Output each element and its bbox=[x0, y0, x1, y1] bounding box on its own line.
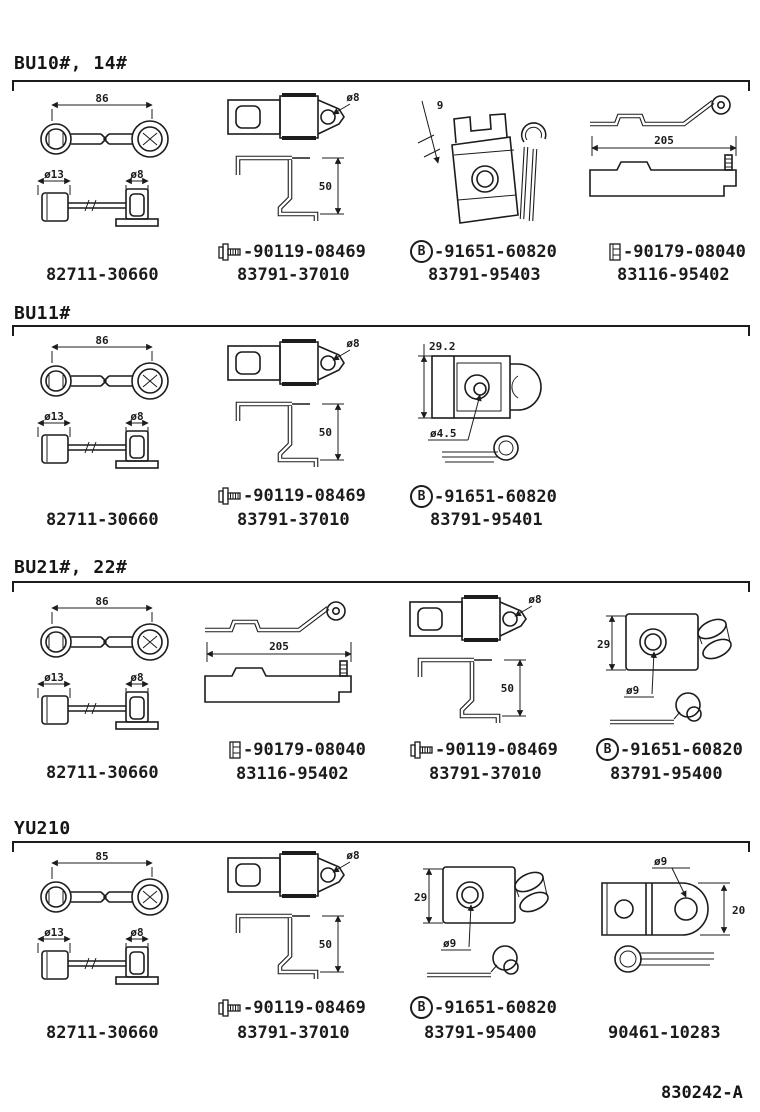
section-bracket-line bbox=[12, 581, 750, 592]
part-number: 82711-30660 bbox=[46, 763, 159, 783]
bolt-icon bbox=[218, 486, 242, 506]
dimension-label: 86 bbox=[95, 595, 109, 608]
part-number: -91651-60820 bbox=[620, 739, 743, 760]
dimension-label: ø9 bbox=[654, 855, 668, 868]
dimension-label: 85 bbox=[95, 850, 109, 863]
part-number-row bbox=[596, 738, 743, 761]
dimension-label: ø9 bbox=[626, 684, 640, 697]
part-number-row bbox=[410, 740, 558, 760]
part-number: 83791-95400 bbox=[424, 1023, 537, 1043]
part-number: -91651-60820 bbox=[434, 241, 557, 262]
bolt-icon bbox=[410, 740, 434, 760]
part-number: -90119-08469 bbox=[435, 740, 558, 760]
dimension-label: ø8 bbox=[130, 926, 144, 939]
nut-icon bbox=[228, 740, 242, 760]
figure-bracket bbox=[226, 848, 366, 986]
part-number: -91651-60820 bbox=[434, 997, 557, 1018]
dimension-label: ø13 bbox=[44, 671, 64, 684]
dimension-label: ø13 bbox=[44, 168, 64, 181]
part-number: -90119-08469 bbox=[243, 486, 366, 506]
figure-bracket bbox=[226, 90, 366, 228]
dimension-label: ø13 bbox=[44, 410, 64, 423]
part-number: 82711-30660 bbox=[46, 265, 159, 285]
part-number: -91651-60820 bbox=[434, 486, 557, 507]
section-title: BU21#, 22# bbox=[14, 557, 128, 578]
part-number: 83116-95402 bbox=[617, 265, 730, 285]
dimension-label: 29 bbox=[597, 638, 611, 651]
part-number-row bbox=[410, 996, 557, 1019]
part-number: -90179-08040 bbox=[623, 242, 746, 262]
part-number: 83791-95403 bbox=[428, 265, 541, 285]
fitting-b-icon: B bbox=[596, 738, 619, 761]
figure-eyelet-clamp bbox=[596, 855, 746, 977]
dimension-label: 50 bbox=[318, 426, 332, 439]
figure-protector bbox=[30, 596, 195, 736]
dimension-label: ø8 bbox=[528, 593, 542, 606]
part-number-row bbox=[410, 240, 557, 263]
part-number: 83791-37010 bbox=[237, 1023, 350, 1043]
figure-protector bbox=[30, 93, 195, 233]
dimension-label: 50 bbox=[318, 938, 332, 951]
part-number-row bbox=[410, 485, 557, 508]
fitting-b-icon: B bbox=[410, 996, 433, 1019]
dimension-label: 205 bbox=[269, 640, 289, 653]
part-number: 90461-10283 bbox=[608, 1023, 721, 1043]
figure-clamp bbox=[414, 336, 544, 468]
dimension-label: ø8 bbox=[346, 849, 360, 862]
part-number: 83791-37010 bbox=[429, 764, 542, 784]
section-bracket-line bbox=[12, 80, 750, 91]
part-number: -90119-08469 bbox=[243, 998, 366, 1018]
dimension-label: ø8 bbox=[346, 91, 360, 104]
part-number: -90119-08469 bbox=[243, 242, 366, 262]
figure-bracket bbox=[408, 592, 548, 730]
nut-icon bbox=[608, 242, 622, 262]
figure-protector bbox=[30, 851, 195, 991]
part-number: 83791-37010 bbox=[237, 510, 350, 530]
figure-long-bracket bbox=[203, 598, 363, 710]
figure-clamp bbox=[413, 853, 558, 985]
bolt-icon bbox=[218, 242, 242, 262]
part-number-row bbox=[608, 242, 746, 262]
dimension-label: 50 bbox=[500, 682, 514, 695]
dimension-label: ø8 bbox=[346, 337, 360, 350]
part-number: -90179-08040 bbox=[243, 740, 366, 760]
dimension-label: 29.2 bbox=[429, 340, 456, 353]
dimension-label: 86 bbox=[95, 92, 109, 105]
figure-clip-with-pin bbox=[412, 95, 548, 227]
figure-protector bbox=[30, 335, 195, 475]
part-number: 83116-95402 bbox=[236, 764, 349, 784]
part-number-row bbox=[218, 998, 366, 1018]
figure-clamp bbox=[596, 600, 741, 732]
dimension-label: ø9 bbox=[443, 937, 457, 950]
dimension-label: 20 bbox=[732, 904, 746, 917]
dimension-label: 29 bbox=[414, 891, 428, 904]
fitting-b-icon: B bbox=[410, 485, 433, 508]
dimension-label: 50 bbox=[318, 180, 332, 193]
part-number-row bbox=[218, 486, 366, 506]
dimension-label: 205 bbox=[654, 134, 674, 147]
dimension-label: ø4.5 bbox=[430, 427, 457, 440]
dimension-label: ø8 bbox=[130, 671, 144, 684]
drawing-number: 830242-A bbox=[661, 1083, 743, 1103]
bolt-icon bbox=[218, 998, 242, 1018]
part-number: 82711-30660 bbox=[46, 1023, 159, 1043]
fitting-b-icon: B bbox=[410, 240, 433, 263]
part-number-row bbox=[218, 242, 366, 262]
dimension-label: 86 bbox=[95, 334, 109, 347]
part-number-row bbox=[228, 740, 366, 760]
section-title: BU11# bbox=[14, 303, 71, 324]
dimension-label: ø8 bbox=[130, 168, 144, 181]
figure-bracket bbox=[226, 336, 366, 474]
part-number: 82711-30660 bbox=[46, 510, 159, 530]
part-number: 83791-37010 bbox=[237, 265, 350, 285]
part-number: 83791-95400 bbox=[610, 764, 723, 784]
dimension-label: ø8 bbox=[130, 410, 144, 423]
dimension-label: 9 bbox=[436, 99, 444, 112]
part-number: 83791-95401 bbox=[430, 510, 543, 530]
dimension-label: ø13 bbox=[44, 926, 64, 939]
section-title: BU10#, 14# bbox=[14, 53, 128, 74]
figure-long-bracket bbox=[588, 92, 748, 204]
section-title: YU210 bbox=[14, 818, 71, 839]
